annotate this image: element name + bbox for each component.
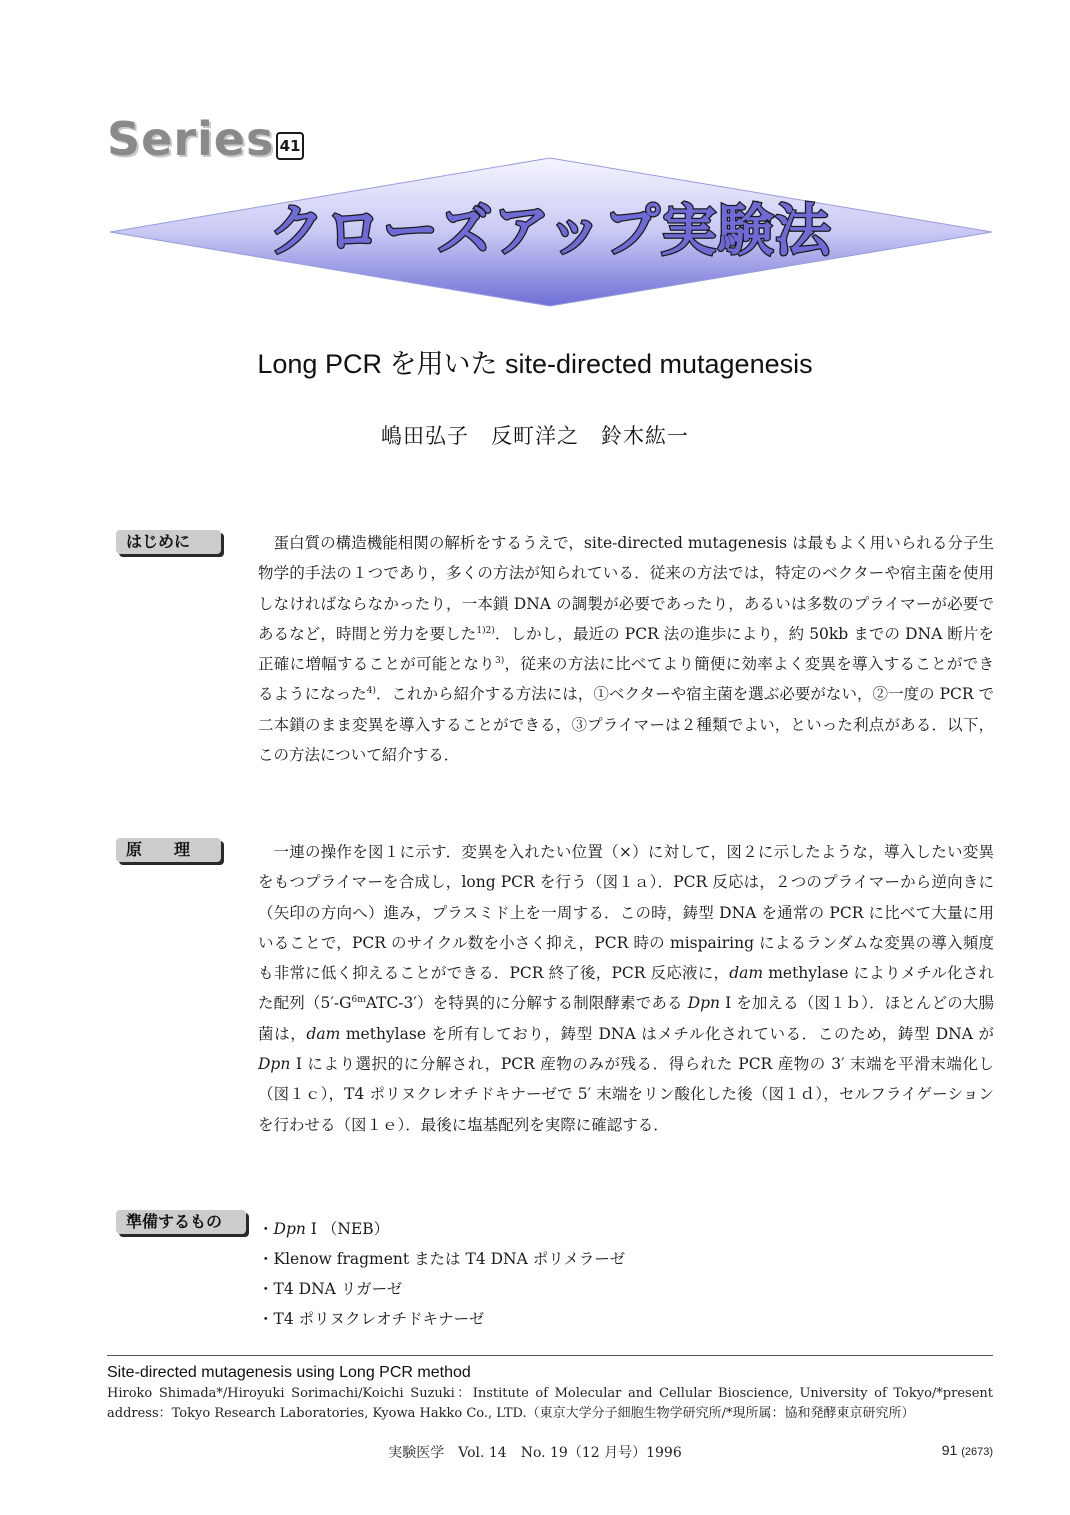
series-number-badge: 41: [276, 132, 304, 160]
section-label-principle: 原 理: [116, 838, 221, 862]
materials-list: [258, 1214, 625, 1334]
article-title: Long PCR を用いた site-directed mutagenesis: [257, 349, 813, 379]
page-number: 91 (2673): [941, 1442, 993, 1458]
list-item: ・Dpn I （NEB）: [258, 1220, 390, 1238]
banner-title-outline: クローズアップ実験法: [268, 199, 832, 264]
intro-paragraph: 蛋白質の構造機能相関の解析をするうえで，site-directed mutagenesis は最もよく用いられる分子生物学的手法の１つであり，多くの方法が知られている．従来の方法では，特定のベクターや宿主菌を使用しなければならなかったり，一本鎖 DNA の調製が必要であったり，あるいは多数のプライマーが必要であるなど，時間と労力を要した$^{1)2)}$．しかし，最近の PCR 法の進歩により，約 50kb までの DNA 断片を正確に増幅することが可能となり$^{3)}$，従来の方法に比べてより簡便に効率よく変異を導入することができるようになった$^{4)}$．これから紹介する方法には，①ベクターや宿主菌を選ぶ必要がない，②一度の PCR で二本鎖のまま変異を導入することができる，③プライマーは２種類でよい，といった利点がある．以下，この方法について紹介する．: [258, 534, 994, 765]
principle-paragraph: 一連の操作を図１に示す．変異を入れたい位置（×）に対して，図２に示したような，導入したい変異をもつプライマーを合成し，long PCR を行う（図１ａ）．PCR 反応は，２つのプライマーから逆向きに（矢印の方向へ）進み，プラスミド上を一周する．この時，鋳型 DNA を通常の PCR に比べて大量に用いることで，PCR のサイクル数を小さく抑え，PCR 時の mispairing によるランダムな変異の導入頻度も非常に低く抑えることができる．PCR 終了後，PCR 反応液に，dam methylase によりメチル化された配列$(5'-G^{6m}ATC-3')$を特異的に分解する制限酵素である Dpn I を加える（図１ｂ）．ほとんどの大腸菌は，dam methylase を所有しており，鋳型 DNA はメチル化されている．このため，鋳型 DNA が Dpn I により選択的に分解され，PCR 産物のみが残る．得られた PCR 産物の 3′ 末端を平滑末端化し（図１ｃ），T4 ポリヌクレオチドキナーゼで 5′ 末端をリン酸化した後（図１ｄ），セルフライゲーションを行わせる（図１ｅ）．最後に塩基配列を実際に確認する．: [258, 843, 994, 1134]
footer-english-title: Site-directed mutagenesis using Long PCR method: [107, 1364, 471, 1381]
list-item: ・Klenow fragment または T4 DNA ポリメラーゼ: [258, 1250, 626, 1268]
series-label: Series: [107, 112, 275, 166]
section-label-intro: はじめに: [116, 530, 221, 554]
list-item: ・T4 DNA リガーゼ: [258, 1280, 403, 1298]
article-authors: 嶋田弘子 反町洋之 鈴木紘一: [381, 424, 689, 448]
footer-journal-info: 実験医学 Vol. 14 No. 19（12 月号）1996: [388, 1445, 682, 1461]
section-label-materials: 準備するもの: [116, 1210, 246, 1234]
footer-divider: [107, 1355, 993, 1356]
footer-affiliation: Hiroko Shimada*/Hiroyuki Sorimachi/Koichi Suzuki：Institute of Molecular and Cellular Bioscience, University of Tokyo/*present address：Tokyo Research Laboratories, Kyowa Hakko Co., LTD.（東京大学分子細胞生物学研究所/*現所属：協和発酵東京研究所）: [107, 1386, 993, 1421]
list-item: ・T4 ポリヌクレオチドキナーゼ: [258, 1310, 485, 1328]
